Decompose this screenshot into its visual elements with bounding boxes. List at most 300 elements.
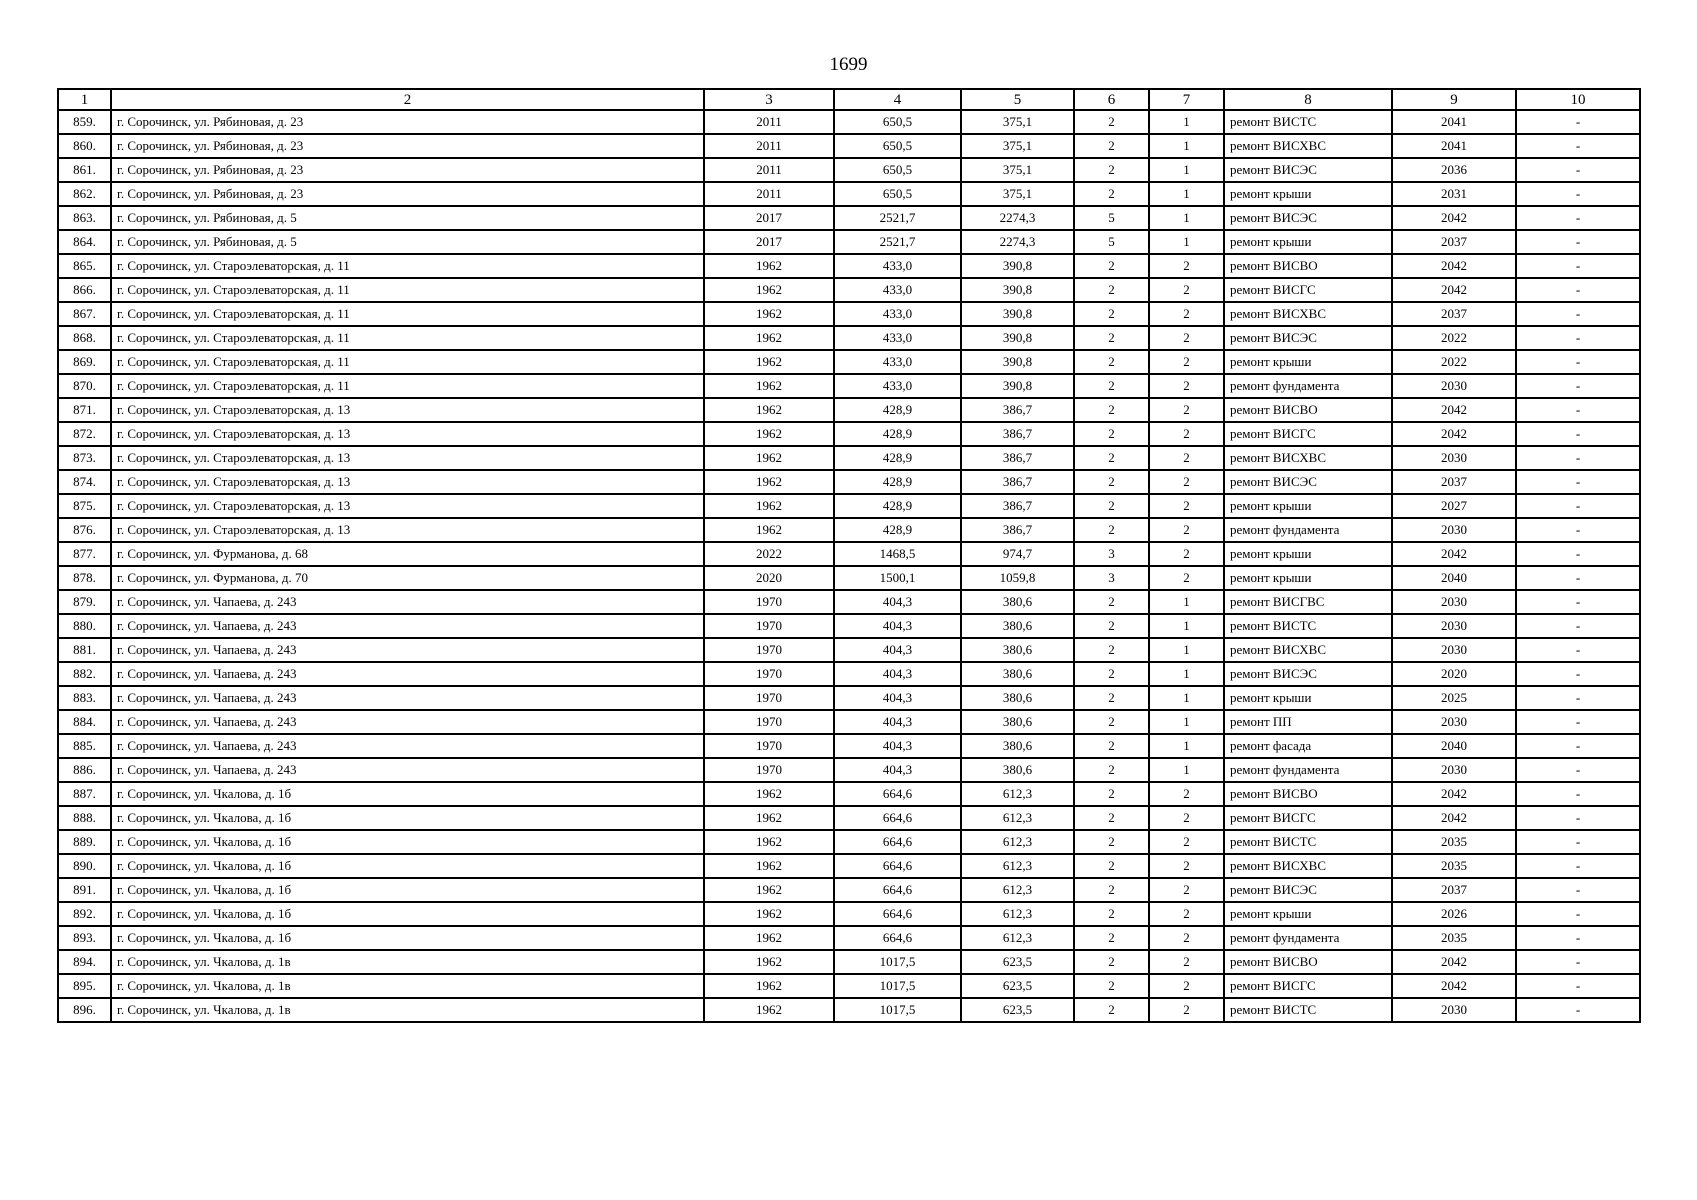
cell-entrances: 1 (1149, 638, 1224, 662)
cell-work-type: ремонт крыши (1224, 686, 1392, 710)
cell-row-number: 879. (58, 590, 111, 614)
cell-living-area: 380,6 (961, 686, 1074, 710)
cell-planned-year: 2030 (1392, 998, 1516, 1022)
cell-note: - (1516, 494, 1640, 518)
cell-total-area: 664,6 (834, 878, 961, 902)
table-row (58, 206, 1640, 230)
cell-total-area: 404,3 (834, 686, 961, 710)
cell-living-area: 386,7 (961, 470, 1074, 494)
cell-planned-year: 2042 (1392, 206, 1516, 230)
cell-year-built: 1962 (704, 446, 834, 470)
cell-row-number: 870. (58, 374, 111, 398)
cell-floors: 2 (1074, 350, 1149, 374)
cell-year-built: 2020 (704, 566, 834, 590)
cell-work-type: ремонт ВИСХВС (1224, 446, 1392, 470)
cell-floors: 2 (1074, 710, 1149, 734)
table-row (58, 950, 1640, 974)
table-row (58, 302, 1640, 326)
cell-total-area: 1017,5 (834, 998, 961, 1022)
table-row (58, 998, 1640, 1022)
cell-year-built: 2011 (704, 110, 834, 134)
cell-work-type: ремонт крыши (1224, 350, 1392, 374)
cell-row-number: 862. (58, 182, 111, 206)
cell-work-type: ремонт крыши (1224, 566, 1392, 590)
table-row (58, 326, 1640, 350)
cell-living-area: 623,5 (961, 974, 1074, 998)
cell-floors: 2 (1074, 158, 1149, 182)
cell-note: - (1516, 110, 1640, 134)
cell-year-built: 1962 (704, 278, 834, 302)
cell-planned-year: 2042 (1392, 254, 1516, 278)
cell-floors: 2 (1074, 686, 1149, 710)
cell-total-area: 650,5 (834, 182, 961, 206)
cell-row-number: 867. (58, 302, 111, 326)
cell-planned-year: 2026 (1392, 902, 1516, 926)
cell-entrances: 2 (1149, 422, 1224, 446)
cell-planned-year: 2042 (1392, 422, 1516, 446)
cell-floors: 2 (1074, 302, 1149, 326)
cell-living-area: 390,8 (961, 254, 1074, 278)
cell-row-number: 888. (58, 806, 111, 830)
cell-total-area: 664,6 (834, 782, 961, 806)
cell-address: г. Сорочинск, ул. Староэлеваторская, д. 13 (111, 398, 704, 422)
cell-total-area: 404,3 (834, 590, 961, 614)
cell-total-area: 404,3 (834, 758, 961, 782)
table-row (58, 350, 1640, 374)
table-row (58, 902, 1640, 926)
cell-address: г. Сорочинск, ул. Чапаева, д. 243 (111, 662, 704, 686)
cell-living-area: 386,7 (961, 422, 1074, 446)
cell-note: - (1516, 254, 1640, 278)
cell-address: г. Сорочинск, ул. Фурманова, д. 68 (111, 542, 704, 566)
cell-row-number: 885. (58, 734, 111, 758)
cell-address: г. Сорочинск, ул. Староэлеваторская, д. 13 (111, 494, 704, 518)
cell-row-number: 864. (58, 230, 111, 254)
cell-year-built: 2017 (704, 206, 834, 230)
cell-address: г. Сорочинск, ул. Чкалова, д. 1б (111, 830, 704, 854)
cell-work-type: ремонт ВИСВО (1224, 950, 1392, 974)
cell-note: - (1516, 542, 1640, 566)
cell-address: г. Сорочинск, ул. Чкалова, д. 1в (111, 974, 704, 998)
cell-note: - (1516, 614, 1640, 638)
cell-living-area: 390,8 (961, 350, 1074, 374)
cell-living-area: 380,6 (961, 662, 1074, 686)
cell-floors: 2 (1074, 902, 1149, 926)
cell-row-number: 878. (58, 566, 111, 590)
table-row (58, 134, 1640, 158)
cell-address: г. Сорочинск, ул. Чапаева, д. 243 (111, 614, 704, 638)
cell-floors: 2 (1074, 494, 1149, 518)
repair-schedule-table (57, 88, 1641, 1023)
cell-entrances: 2 (1149, 470, 1224, 494)
cell-year-built: 1970 (704, 710, 834, 734)
cell-address: г. Сорочинск, ул. Чкалова, д. 1б (111, 878, 704, 902)
cell-row-number: 884. (58, 710, 111, 734)
cell-year-built: 2017 (704, 230, 834, 254)
cell-floors: 2 (1074, 926, 1149, 950)
cell-entrances: 2 (1149, 566, 1224, 590)
cell-planned-year: 2042 (1392, 974, 1516, 998)
cell-planned-year: 2040 (1392, 734, 1516, 758)
cell-row-number: 860. (58, 134, 111, 158)
cell-work-type: ремонт ВИСХВС (1224, 638, 1392, 662)
cell-floors: 2 (1074, 662, 1149, 686)
cell-note: - (1516, 326, 1640, 350)
cell-entrances: 1 (1149, 590, 1224, 614)
cell-note: - (1516, 734, 1640, 758)
cell-total-area: 664,6 (834, 902, 961, 926)
cell-entrances: 2 (1149, 998, 1224, 1022)
cell-entrances: 2 (1149, 974, 1224, 998)
table-row (58, 926, 1640, 950)
cell-total-area: 664,6 (834, 926, 961, 950)
cell-address: г. Сорочинск, ул. Староэлеваторская, д. 13 (111, 518, 704, 542)
cell-work-type: ремонт крыши (1224, 494, 1392, 518)
cell-address: г. Сорочинск, ул. Чапаева, д. 243 (111, 638, 704, 662)
table-row (58, 374, 1640, 398)
cell-floors: 2 (1074, 614, 1149, 638)
cell-work-type: ремонт ВИСТС (1224, 614, 1392, 638)
cell-living-area: 380,6 (961, 710, 1074, 734)
cell-row-number: 891. (58, 878, 111, 902)
cell-address: г. Сорочинск, ул. Староэлеваторская, д. 11 (111, 374, 704, 398)
cell-total-area: 404,3 (834, 638, 961, 662)
cell-row-number: 889. (58, 830, 111, 854)
cell-floors: 2 (1074, 878, 1149, 902)
cell-work-type: ремонт ВИСВО (1224, 782, 1392, 806)
table-row (58, 110, 1640, 134)
cell-planned-year: 2042 (1392, 398, 1516, 422)
cell-work-type: ремонт ВИСГС (1224, 422, 1392, 446)
table-row (58, 662, 1640, 686)
cell-floors: 2 (1074, 470, 1149, 494)
table-row (58, 686, 1640, 710)
cell-planned-year: 2022 (1392, 326, 1516, 350)
cell-address: г. Сорочинск, ул. Староэлеваторская, д. 11 (111, 350, 704, 374)
cell-total-area: 664,6 (834, 806, 961, 830)
cell-address: г. Сорочинск, ул. Староэлеваторская, д. 11 (111, 302, 704, 326)
cell-address: г. Сорочинск, ул. Чапаева, д. 243 (111, 686, 704, 710)
cell-row-number: 873. (58, 446, 111, 470)
cell-work-type: ремонт ВИСТС (1224, 998, 1392, 1022)
cell-address: г. Сорочинск, ул. Чкалова, д. 1б (111, 854, 704, 878)
cell-work-type: ремонт фасада (1224, 734, 1392, 758)
cell-planned-year: 2030 (1392, 590, 1516, 614)
cell-entrances: 2 (1149, 902, 1224, 926)
column-header-8: 8 (1224, 89, 1392, 110)
cell-row-number: 876. (58, 518, 111, 542)
cell-address: г. Сорочинск, ул. Рябиновая, д. 23 (111, 134, 704, 158)
cell-year-built: 1962 (704, 350, 834, 374)
cell-floors: 2 (1074, 518, 1149, 542)
cell-floors: 2 (1074, 110, 1149, 134)
cell-entrances: 1 (1149, 686, 1224, 710)
cell-entrances: 2 (1149, 302, 1224, 326)
cell-row-number: 883. (58, 686, 111, 710)
cell-planned-year: 2042 (1392, 278, 1516, 302)
cell-total-area: 404,3 (834, 614, 961, 638)
cell-note: - (1516, 974, 1640, 998)
cell-total-area: 433,0 (834, 326, 961, 350)
cell-entrances: 2 (1149, 350, 1224, 374)
cell-entrances: 2 (1149, 518, 1224, 542)
cell-living-area: 375,1 (961, 158, 1074, 182)
cell-year-built: 1962 (704, 926, 834, 950)
table-row (58, 590, 1640, 614)
cell-note: - (1516, 830, 1640, 854)
cell-living-area: 623,5 (961, 950, 1074, 974)
cell-note: - (1516, 998, 1640, 1022)
cell-address: г. Сорочинск, ул. Чкалова, д. 1в (111, 998, 704, 1022)
cell-work-type: ремонт фундамента (1224, 518, 1392, 542)
cell-total-area: 433,0 (834, 374, 961, 398)
column-header-9: 9 (1392, 89, 1516, 110)
cell-note: - (1516, 950, 1640, 974)
table-row (58, 830, 1640, 854)
cell-address: г. Сорочинск, ул. Староэлеваторская, д. 13 (111, 422, 704, 446)
cell-entrances: 2 (1149, 326, 1224, 350)
cell-row-number: 861. (58, 158, 111, 182)
cell-work-type: ремонт крыши (1224, 230, 1392, 254)
cell-address: г. Сорочинск, ул. Староэлеваторская, д. 13 (111, 470, 704, 494)
cell-row-number: 887. (58, 782, 111, 806)
cell-floors: 3 (1074, 566, 1149, 590)
cell-address: г. Сорочинск, ул. Рябиновая, д. 23 (111, 182, 704, 206)
cell-floors: 2 (1074, 182, 1149, 206)
cell-floors: 2 (1074, 254, 1149, 278)
cell-note: - (1516, 926, 1640, 950)
cell-floors: 5 (1074, 230, 1149, 254)
cell-living-area: 380,6 (961, 758, 1074, 782)
cell-note: - (1516, 782, 1640, 806)
table-header (58, 89, 1640, 110)
cell-total-area: 2521,7 (834, 230, 961, 254)
table-row (58, 806, 1640, 830)
cell-planned-year: 2025 (1392, 686, 1516, 710)
cell-year-built: 1962 (704, 374, 834, 398)
cell-row-number: 863. (58, 206, 111, 230)
cell-work-type: ремонт фундамента (1224, 758, 1392, 782)
cell-living-area: 390,8 (961, 326, 1074, 350)
cell-note: - (1516, 566, 1640, 590)
cell-address: г. Сорочинск, ул. Чапаева, д. 243 (111, 590, 704, 614)
table-row (58, 470, 1640, 494)
cell-entrances: 1 (1149, 734, 1224, 758)
cell-floors: 2 (1074, 638, 1149, 662)
cell-row-number: 894. (58, 950, 111, 974)
cell-entrances: 1 (1149, 662, 1224, 686)
cell-living-area: 623,5 (961, 998, 1074, 1022)
cell-work-type: ремонт ВИСВО (1224, 254, 1392, 278)
cell-work-type: ремонт ВИСХВС (1224, 302, 1392, 326)
cell-total-area: 428,9 (834, 422, 961, 446)
cell-note: - (1516, 374, 1640, 398)
cell-floors: 2 (1074, 374, 1149, 398)
cell-year-built: 1970 (704, 590, 834, 614)
cell-total-area: 404,3 (834, 662, 961, 686)
cell-entrances: 2 (1149, 254, 1224, 278)
cell-planned-year: 2042 (1392, 782, 1516, 806)
cell-floors: 2 (1074, 830, 1149, 854)
table-row (58, 422, 1640, 446)
table-row (58, 974, 1640, 998)
cell-year-built: 1970 (704, 686, 834, 710)
cell-living-area: 974,7 (961, 542, 1074, 566)
cell-total-area: 1017,5 (834, 950, 961, 974)
cell-address: г. Сорочинск, ул. Рябиновая, д. 5 (111, 230, 704, 254)
cell-total-area: 1468,5 (834, 542, 961, 566)
cell-living-area: 380,6 (961, 590, 1074, 614)
cell-work-type: ремонт ПП (1224, 710, 1392, 734)
cell-total-area: 404,3 (834, 734, 961, 758)
column-header-7: 7 (1149, 89, 1224, 110)
cell-year-built: 2011 (704, 182, 834, 206)
cell-entrances: 1 (1149, 758, 1224, 782)
cell-total-area: 433,0 (834, 278, 961, 302)
cell-entrances: 1 (1149, 158, 1224, 182)
cell-living-area: 612,3 (961, 782, 1074, 806)
cell-year-built: 2011 (704, 134, 834, 158)
cell-entrances: 1 (1149, 206, 1224, 230)
cell-work-type: ремонт ВИСЭС (1224, 878, 1392, 902)
cell-planned-year: 2042 (1392, 542, 1516, 566)
table-row (58, 734, 1640, 758)
cell-floors: 2 (1074, 590, 1149, 614)
cell-planned-year: 2037 (1392, 470, 1516, 494)
cell-row-number: 869. (58, 350, 111, 374)
cell-floors: 2 (1074, 998, 1149, 1022)
cell-work-type: ремонт ВИСТС (1224, 830, 1392, 854)
cell-total-area: 433,0 (834, 350, 961, 374)
cell-planned-year: 2040 (1392, 566, 1516, 590)
cell-year-built: 2022 (704, 542, 834, 566)
cell-row-number: 871. (58, 398, 111, 422)
cell-living-area: 612,3 (961, 926, 1074, 950)
cell-planned-year: 2020 (1392, 662, 1516, 686)
cell-entrances: 2 (1149, 854, 1224, 878)
cell-row-number: 893. (58, 926, 111, 950)
cell-row-number: 895. (58, 974, 111, 998)
cell-floors: 2 (1074, 278, 1149, 302)
cell-planned-year: 2042 (1392, 806, 1516, 830)
cell-entrances: 2 (1149, 542, 1224, 566)
cell-living-area: 386,7 (961, 518, 1074, 542)
cell-floors: 2 (1074, 734, 1149, 758)
cell-total-area: 1017,5 (834, 974, 961, 998)
cell-row-number: 877. (58, 542, 111, 566)
cell-address: г. Сорочинск, ул. Чкалова, д. 1б (111, 782, 704, 806)
cell-year-built: 1970 (704, 638, 834, 662)
cell-entrances: 2 (1149, 926, 1224, 950)
cell-living-area: 1059,8 (961, 566, 1074, 590)
cell-total-area: 404,3 (834, 710, 961, 734)
cell-year-built: 1962 (704, 902, 834, 926)
cell-living-area: 386,7 (961, 446, 1074, 470)
table-row (58, 494, 1640, 518)
column-header-4: 4 (834, 89, 961, 110)
cell-living-area: 2274,3 (961, 206, 1074, 230)
cell-planned-year: 2030 (1392, 710, 1516, 734)
cell-year-built: 1962 (704, 854, 834, 878)
cell-entrances: 1 (1149, 110, 1224, 134)
cell-work-type: ремонт ВИСГС (1224, 278, 1392, 302)
cell-planned-year: 2041 (1392, 110, 1516, 134)
cell-living-area: 380,6 (961, 638, 1074, 662)
cell-planned-year: 2035 (1392, 854, 1516, 878)
cell-floors: 2 (1074, 974, 1149, 998)
cell-living-area: 612,3 (961, 806, 1074, 830)
cell-planned-year: 2037 (1392, 230, 1516, 254)
cell-living-area: 380,6 (961, 734, 1074, 758)
cell-year-built: 1962 (704, 782, 834, 806)
cell-note: - (1516, 590, 1640, 614)
cell-address: г. Сорочинск, ул. Чкалова, д. 1в (111, 950, 704, 974)
table-row (58, 158, 1640, 182)
cell-living-area: 375,1 (961, 110, 1074, 134)
cell-planned-year: 2041 (1392, 134, 1516, 158)
cell-address: г. Сорочинск, ул. Чапаева, д. 243 (111, 758, 704, 782)
cell-planned-year: 2022 (1392, 350, 1516, 374)
cell-address: г. Сорочинск, ул. Чкалова, д. 1б (111, 806, 704, 830)
cell-year-built: 1962 (704, 422, 834, 446)
cell-planned-year: 2035 (1392, 830, 1516, 854)
cell-address: г. Сорочинск, ул. Рябиновая, д. 5 (111, 206, 704, 230)
cell-work-type: ремонт ВИСЭС (1224, 470, 1392, 494)
cell-note: - (1516, 278, 1640, 302)
cell-year-built: 1962 (704, 494, 834, 518)
cell-work-type: ремонт ВИСГС (1224, 806, 1392, 830)
table-row (58, 782, 1640, 806)
cell-year-built: 1962 (704, 878, 834, 902)
cell-living-area: 380,6 (961, 614, 1074, 638)
cell-note: - (1516, 422, 1640, 446)
cell-living-area: 375,1 (961, 134, 1074, 158)
cell-total-area: 428,9 (834, 470, 961, 494)
cell-work-type: ремонт ВИСЭС (1224, 158, 1392, 182)
cell-note: - (1516, 806, 1640, 830)
cell-total-area: 428,9 (834, 494, 961, 518)
cell-note: - (1516, 350, 1640, 374)
table-row (58, 518, 1640, 542)
cell-floors: 2 (1074, 950, 1149, 974)
column-header-1: 1 (58, 89, 111, 110)
cell-year-built: 1962 (704, 302, 834, 326)
cell-living-area: 386,7 (961, 398, 1074, 422)
cell-living-area: 390,8 (961, 278, 1074, 302)
cell-year-built: 1970 (704, 662, 834, 686)
cell-total-area: 433,0 (834, 254, 961, 278)
column-header-2: 2 (111, 89, 704, 110)
cell-total-area: 428,9 (834, 518, 961, 542)
cell-note: - (1516, 302, 1640, 326)
cell-entrances: 1 (1149, 230, 1224, 254)
table-row (58, 614, 1640, 638)
table-row (58, 878, 1640, 902)
cell-year-built: 1962 (704, 806, 834, 830)
cell-entrances: 1 (1149, 710, 1224, 734)
cell-floors: 5 (1074, 206, 1149, 230)
cell-planned-year: 2037 (1392, 878, 1516, 902)
cell-row-number: 875. (58, 494, 111, 518)
cell-entrances: 2 (1149, 806, 1224, 830)
cell-living-area: 2274,3 (961, 230, 1074, 254)
cell-year-built: 1962 (704, 398, 834, 422)
header-row (58, 89, 1640, 110)
table-row (58, 254, 1640, 278)
cell-entrances: 2 (1149, 278, 1224, 302)
cell-note: - (1516, 758, 1640, 782)
cell-entrances: 1 (1149, 182, 1224, 206)
